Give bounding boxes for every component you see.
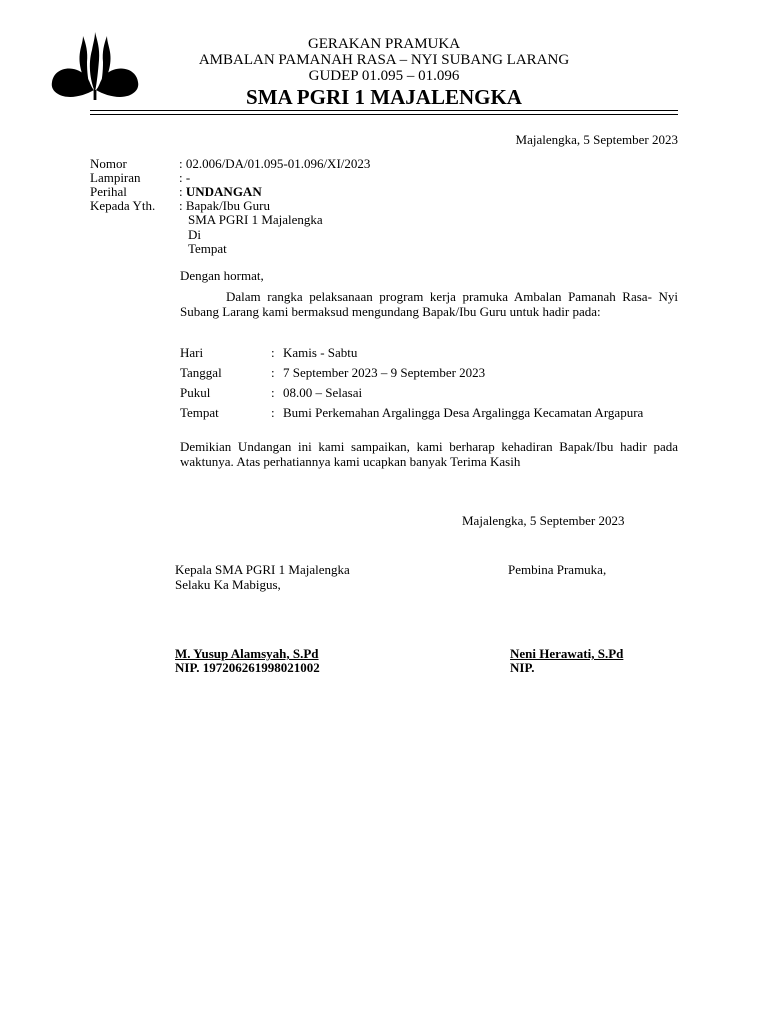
kepada-label: Kepada Yth. <box>90 198 156 213</box>
signature-date: Majalengka, 5 September 2023 <box>462 513 625 528</box>
hari-colon: : <box>271 345 275 360</box>
perihal-value-line <box>179 185 262 198</box>
tanggal-value: 7 September 2023 – 9 September 2023 <box>283 365 486 380</box>
address-di: Di <box>188 227 201 242</box>
closing-paragraph: Demikian Undangan ini kami sampaikan, kami berharap kehadiran Bapak/Ibu hadir pada waktunya. Atas perhatiannya kami ucapkan banyak Terima Kasih <box>180 439 678 469</box>
header-divider-thick <box>90 110 678 111</box>
pukul-label: Pukul <box>180 385 211 400</box>
pukul-colon: : <box>271 385 275 400</box>
left-signatory-role: Selaku Ka Mabigus, <box>175 577 281 592</box>
hari-label: Hari <box>180 345 204 360</box>
address-school: SMA PGRI 1 Majalengka <box>188 212 323 227</box>
pukul-row <box>271 385 678 400</box>
pukul-value: 08.00 – Selasai <box>283 385 363 400</box>
tanggal-row <box>271 365 678 380</box>
tempat-row <box>271 405 678 420</box>
tempat-colon: : <box>271 405 275 420</box>
gudep-number-line: GUDEP 01.095 – 01.096 <box>308 68 460 84</box>
hari-value: Kamis - Sabtu <box>283 345 358 360</box>
nomor-value: : 02.006/DA/01.095-01.096/XI/2023 <box>179 156 371 171</box>
right-signatory-name: Neni Herawati, S.Pd <box>510 646 624 661</box>
left-signatory-title: Kepala SMA PGRI 1 Majalengka <box>175 562 350 577</box>
address-tempat: Tempat <box>188 241 227 256</box>
tanggal-colon: : <box>271 365 275 380</box>
kepada-value: : Bapak/Ibu Guru <box>179 198 270 213</box>
right-signatory-title: Pembina Pramuka, <box>508 562 607 577</box>
ambalan-name-line: AMBALAN PAMANAH RASA – NYI SUBANG LARANG <box>198 52 570 68</box>
letter-date: Majalengka, 5 September 2023 <box>515 132 678 147</box>
tempat-value: Bumi Perkemahan Argalingga Desa Argalingga Kecamatan Argapura <box>283 405 644 420</box>
tanggal-label: Tanggal <box>180 365 222 380</box>
header-divider-thin <box>90 114 678 115</box>
left-signatory-name: M. Yusup Alamsyah, S.Pd <box>175 646 319 661</box>
lampiran-value: : - <box>179 170 191 185</box>
perihal-colon: : <box>179 184 186 199</box>
right-signatory-nip: NIP. <box>510 660 535 675</box>
perihal-label: Perihal <box>90 184 127 199</box>
left-signatory-nip: NIP. 197206261998021002 <box>175 660 320 675</box>
intro-paragraph: Dalam rangka pelaksanaan program kerja pramuka Ambalan Pamanah Rasa- Nyi Subang Larang kami bermaksud mengundang Bapak/Ibu Guru untuk hadir pada: <box>180 289 678 319</box>
nomor-label: Nomor <box>90 156 127 171</box>
org-name-line: GERAKAN PRAMUKA <box>307 36 461 52</box>
tempat-label: Tempat <box>180 405 219 420</box>
greeting: Dengan hormat, <box>180 268 264 283</box>
perihal-value: UNDANGAN <box>185 184 262 199</box>
hari-row <box>271 345 678 360</box>
lampiran-label: Lampiran <box>90 170 141 185</box>
school-name-heading: SMA PGRI 1 MAJALENGKA <box>246 85 522 109</box>
